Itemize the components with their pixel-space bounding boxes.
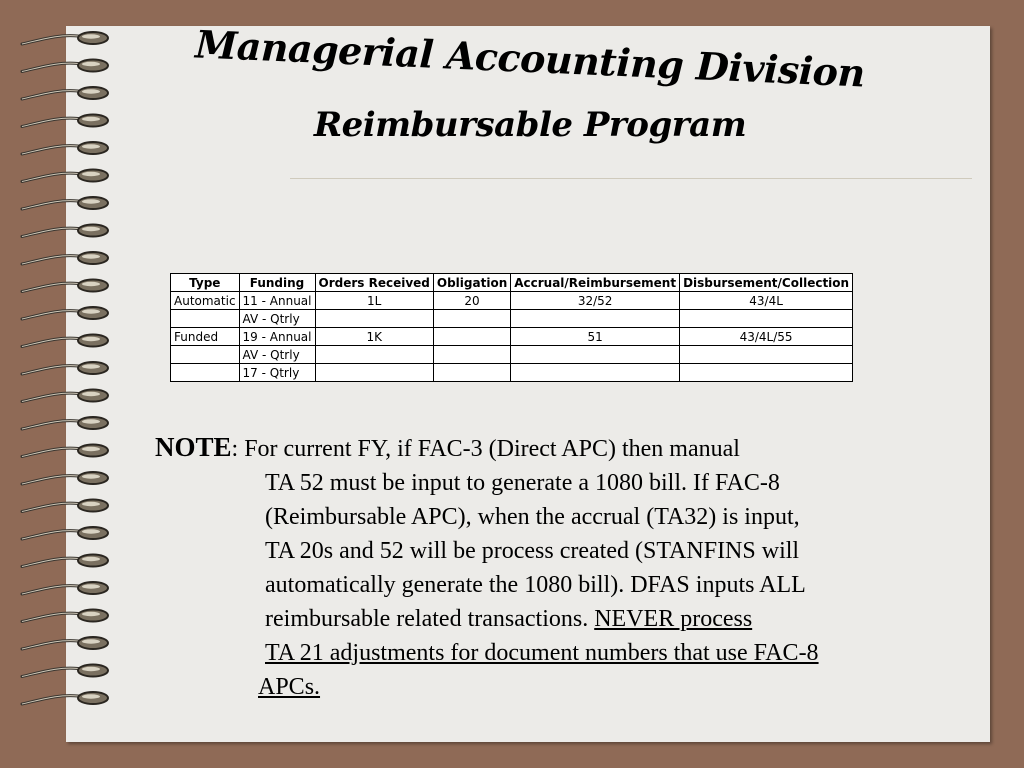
spiral-ring — [22, 417, 108, 429]
spiral-binding — [0, 0, 110, 768]
spiral-ring — [22, 307, 108, 319]
table-cell: 51 — [511, 328, 680, 346]
spiral-ring — [22, 582, 108, 594]
table-cell: 1K — [315, 328, 433, 346]
table-row — [171, 310, 853, 328]
note-line-2: TA 52 must be input to generate a 1080 bill. If FAC-8 — [265, 470, 780, 496]
table-cell: AV - Qtrly — [239, 346, 315, 364]
spiral-ring — [22, 445, 108, 457]
table-cell — [315, 346, 433, 364]
table-cell — [171, 310, 240, 328]
note-emphasis: NEVER process — [594, 606, 753, 632]
table-cell — [680, 364, 853, 382]
table-cell — [171, 346, 240, 364]
table-row — [171, 292, 853, 310]
table-cell — [433, 346, 510, 364]
table-cell — [315, 310, 433, 328]
spiral-ring — [22, 610, 108, 622]
table-cell — [433, 328, 510, 346]
table-cell: 17 - Qtrly — [239, 364, 315, 382]
table-cell — [171, 364, 240, 382]
note-line-7 — [155, 636, 955, 670]
spiral-ring — [22, 555, 108, 567]
table-cell — [433, 310, 510, 328]
table-cell — [511, 364, 680, 382]
note-line-3: (Reimbursable APC), when the accrual (TA32) is input, — [265, 504, 800, 530]
column-header-funding: Funding — [239, 274, 315, 292]
table-row — [171, 328, 853, 346]
table-cell — [680, 310, 853, 328]
spiral-ring — [22, 197, 108, 209]
note-colon: : — [231, 436, 239, 462]
note-line-1 — [155, 430, 955, 466]
reimbursable-program-table — [170, 273, 853, 382]
column-header-orders-received: Orders Received — [315, 274, 433, 292]
spiral-ring — [22, 115, 108, 127]
table-cell: Automatic — [171, 292, 240, 310]
spiral-ring — [22, 142, 108, 154]
spiral-ring — [22, 252, 108, 264]
table-row — [171, 364, 853, 382]
column-header-type: Type — [171, 274, 240, 292]
table-cell: 19 - Annual — [239, 328, 315, 346]
spiral-ring — [22, 335, 108, 347]
column-header-obligation: Obligation — [433, 274, 510, 292]
column-header-accrual-reimbursement: Accrual/Reimbursement — [511, 274, 680, 292]
table-cell — [511, 310, 680, 328]
spiral-ring — [22, 665, 108, 677]
note-heading: NOTE — [155, 432, 232, 462]
spiral-ring — [22, 87, 108, 99]
table-row — [171, 346, 853, 364]
spiral-ring — [22, 500, 108, 512]
spiral-ring — [22, 472, 108, 484]
note-block — [155, 430, 955, 704]
note-line-8 — [155, 670, 955, 704]
table-cell: AV - Qtrly — [239, 310, 315, 328]
note-line-6 — [155, 602, 955, 636]
page-title — [120, 21, 940, 145]
table-cell: 11 - Annual — [239, 292, 315, 310]
spiral-ring — [22, 280, 108, 292]
note-emphasis: APCs. — [258, 674, 321, 700]
table-cell: 32/52 — [511, 292, 680, 310]
title-line-1: Managerial Accounting Division — [194, 21, 866, 96]
table-header-row — [171, 274, 853, 292]
column-header-disbursement-collection: Disbursement/Collection — [680, 274, 853, 292]
spiral-ring — [22, 362, 108, 374]
table-cell: 20 — [433, 292, 510, 310]
table-cell — [511, 346, 680, 364]
note-line-4: TA 20s and 52 will be process created (STANFINS will — [265, 538, 800, 564]
spiral-ring — [22, 527, 108, 539]
spiral-ring — [22, 390, 108, 402]
table-cell: Funded — [171, 328, 240, 346]
table-cell: 1L — [315, 292, 433, 310]
title-divider — [290, 178, 972, 179]
spiral-ring — [22, 637, 108, 649]
note-emphasis: TA 21 adjustments for document numbers that use FAC-8 — [265, 640, 819, 666]
spiral-ring — [22, 225, 108, 237]
table-cell — [680, 346, 853, 364]
spiral-ring — [22, 60, 108, 72]
table-cell: 43/4L — [680, 292, 853, 310]
table-cell — [433, 364, 510, 382]
note-text: For current FY, if FAC-3 (Direct APC) then manual — [238, 436, 740, 462]
table-cell — [315, 364, 433, 382]
title-line-2: Reimbursable Program — [313, 105, 747, 145]
note-text: reimbursable related transactions. — [265, 606, 595, 632]
table-cell: 43/4L/55 — [680, 328, 853, 346]
spiral-ring — [22, 170, 108, 182]
note-line-5: automatically generate the 1080 bill). DFAS inputs ALL — [265, 572, 806, 598]
spiral-ring — [22, 692, 108, 704]
spiral-ring — [22, 32, 108, 44]
